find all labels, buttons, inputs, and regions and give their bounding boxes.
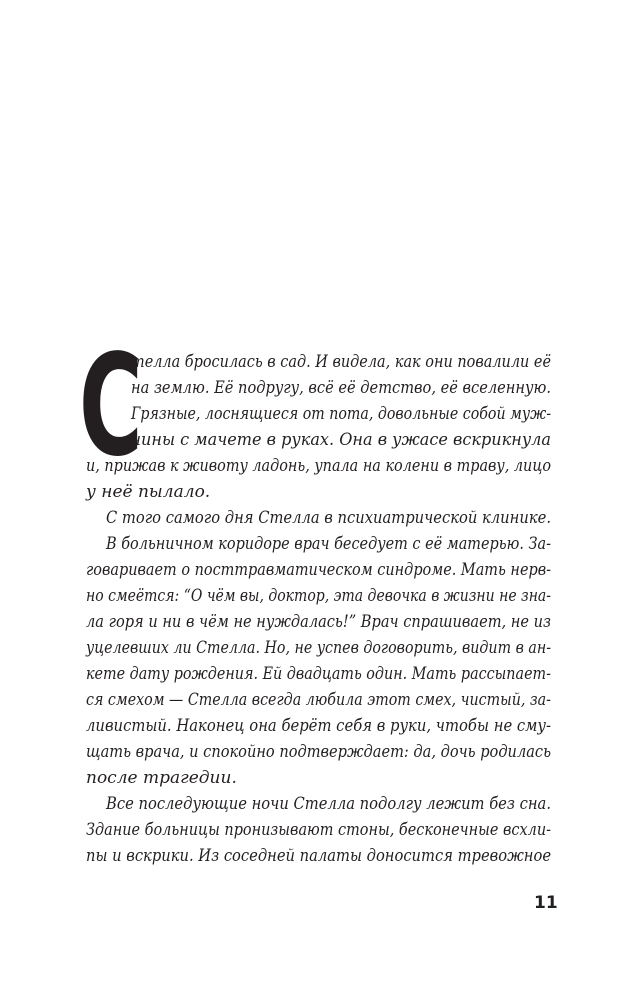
text-line: уцелевших ли Стелла. Но, не успев договорить, видит в ан-	[86, 638, 552, 658]
drop-cap: С	[79, 325, 142, 488]
text-line: щать врача, и спокойно подтверждает: да, дочь родилась	[86, 742, 552, 762]
text-line: С того самого дня Стелла в психиатрической клинике.	[106, 508, 552, 528]
text-line: на землю. Её подругу, всё её детство, её вселенную.	[131, 378, 552, 398]
text-line: ливистый. Наконец она берёт себя в руки, чтобы не сму-	[86, 716, 552, 736]
text-line: чины с мачете в руках. Она в ужасе вскрикнула	[131, 430, 551, 450]
text-line: пы и вскрики. Из соседней палаты доносится тревожное	[86, 846, 552, 866]
text-line: после трагедии.	[86, 768, 237, 788]
text-line: у неё пылало.	[86, 482, 211, 502]
text-line: кете дату рождения. Ей двадцать один. Мать рассыпает-	[86, 664, 551, 684]
text-line: В больничном коридоре врач беседует с её матерью. За-	[106, 534, 551, 554]
text-line: Все последующие ночи Стелла подолгу лежит без сна.	[106, 794, 552, 814]
page-number: 11	[534, 893, 558, 913]
text-line: и, прижав к животу ладонь, упала на колени в траву, лицо	[86, 456, 552, 476]
text-line: Грязные, лоснящиеся от пота, довольные собой муж-	[131, 404, 552, 424]
text-line: но смеётся: “О чём вы, доктор, эта девочка в жизни не зна-	[86, 586, 552, 606]
text-line: Здание больницы пронизывают стоны, бесконечные всхли-	[86, 820, 552, 840]
text-line: ся смехом — Стелла всегда любила этот смех, чистый, за-	[86, 690, 551, 710]
text-line: телла бросилась в сад. И видела, как они повалили её	[131, 352, 552, 372]
text-line: ла горя и ни в чём не нуждалась!” Врач спрашивает, не из	[86, 612, 551, 632]
text-line: говаривает о посттравматическом синдроме. Мать нерв-	[86, 560, 551, 580]
